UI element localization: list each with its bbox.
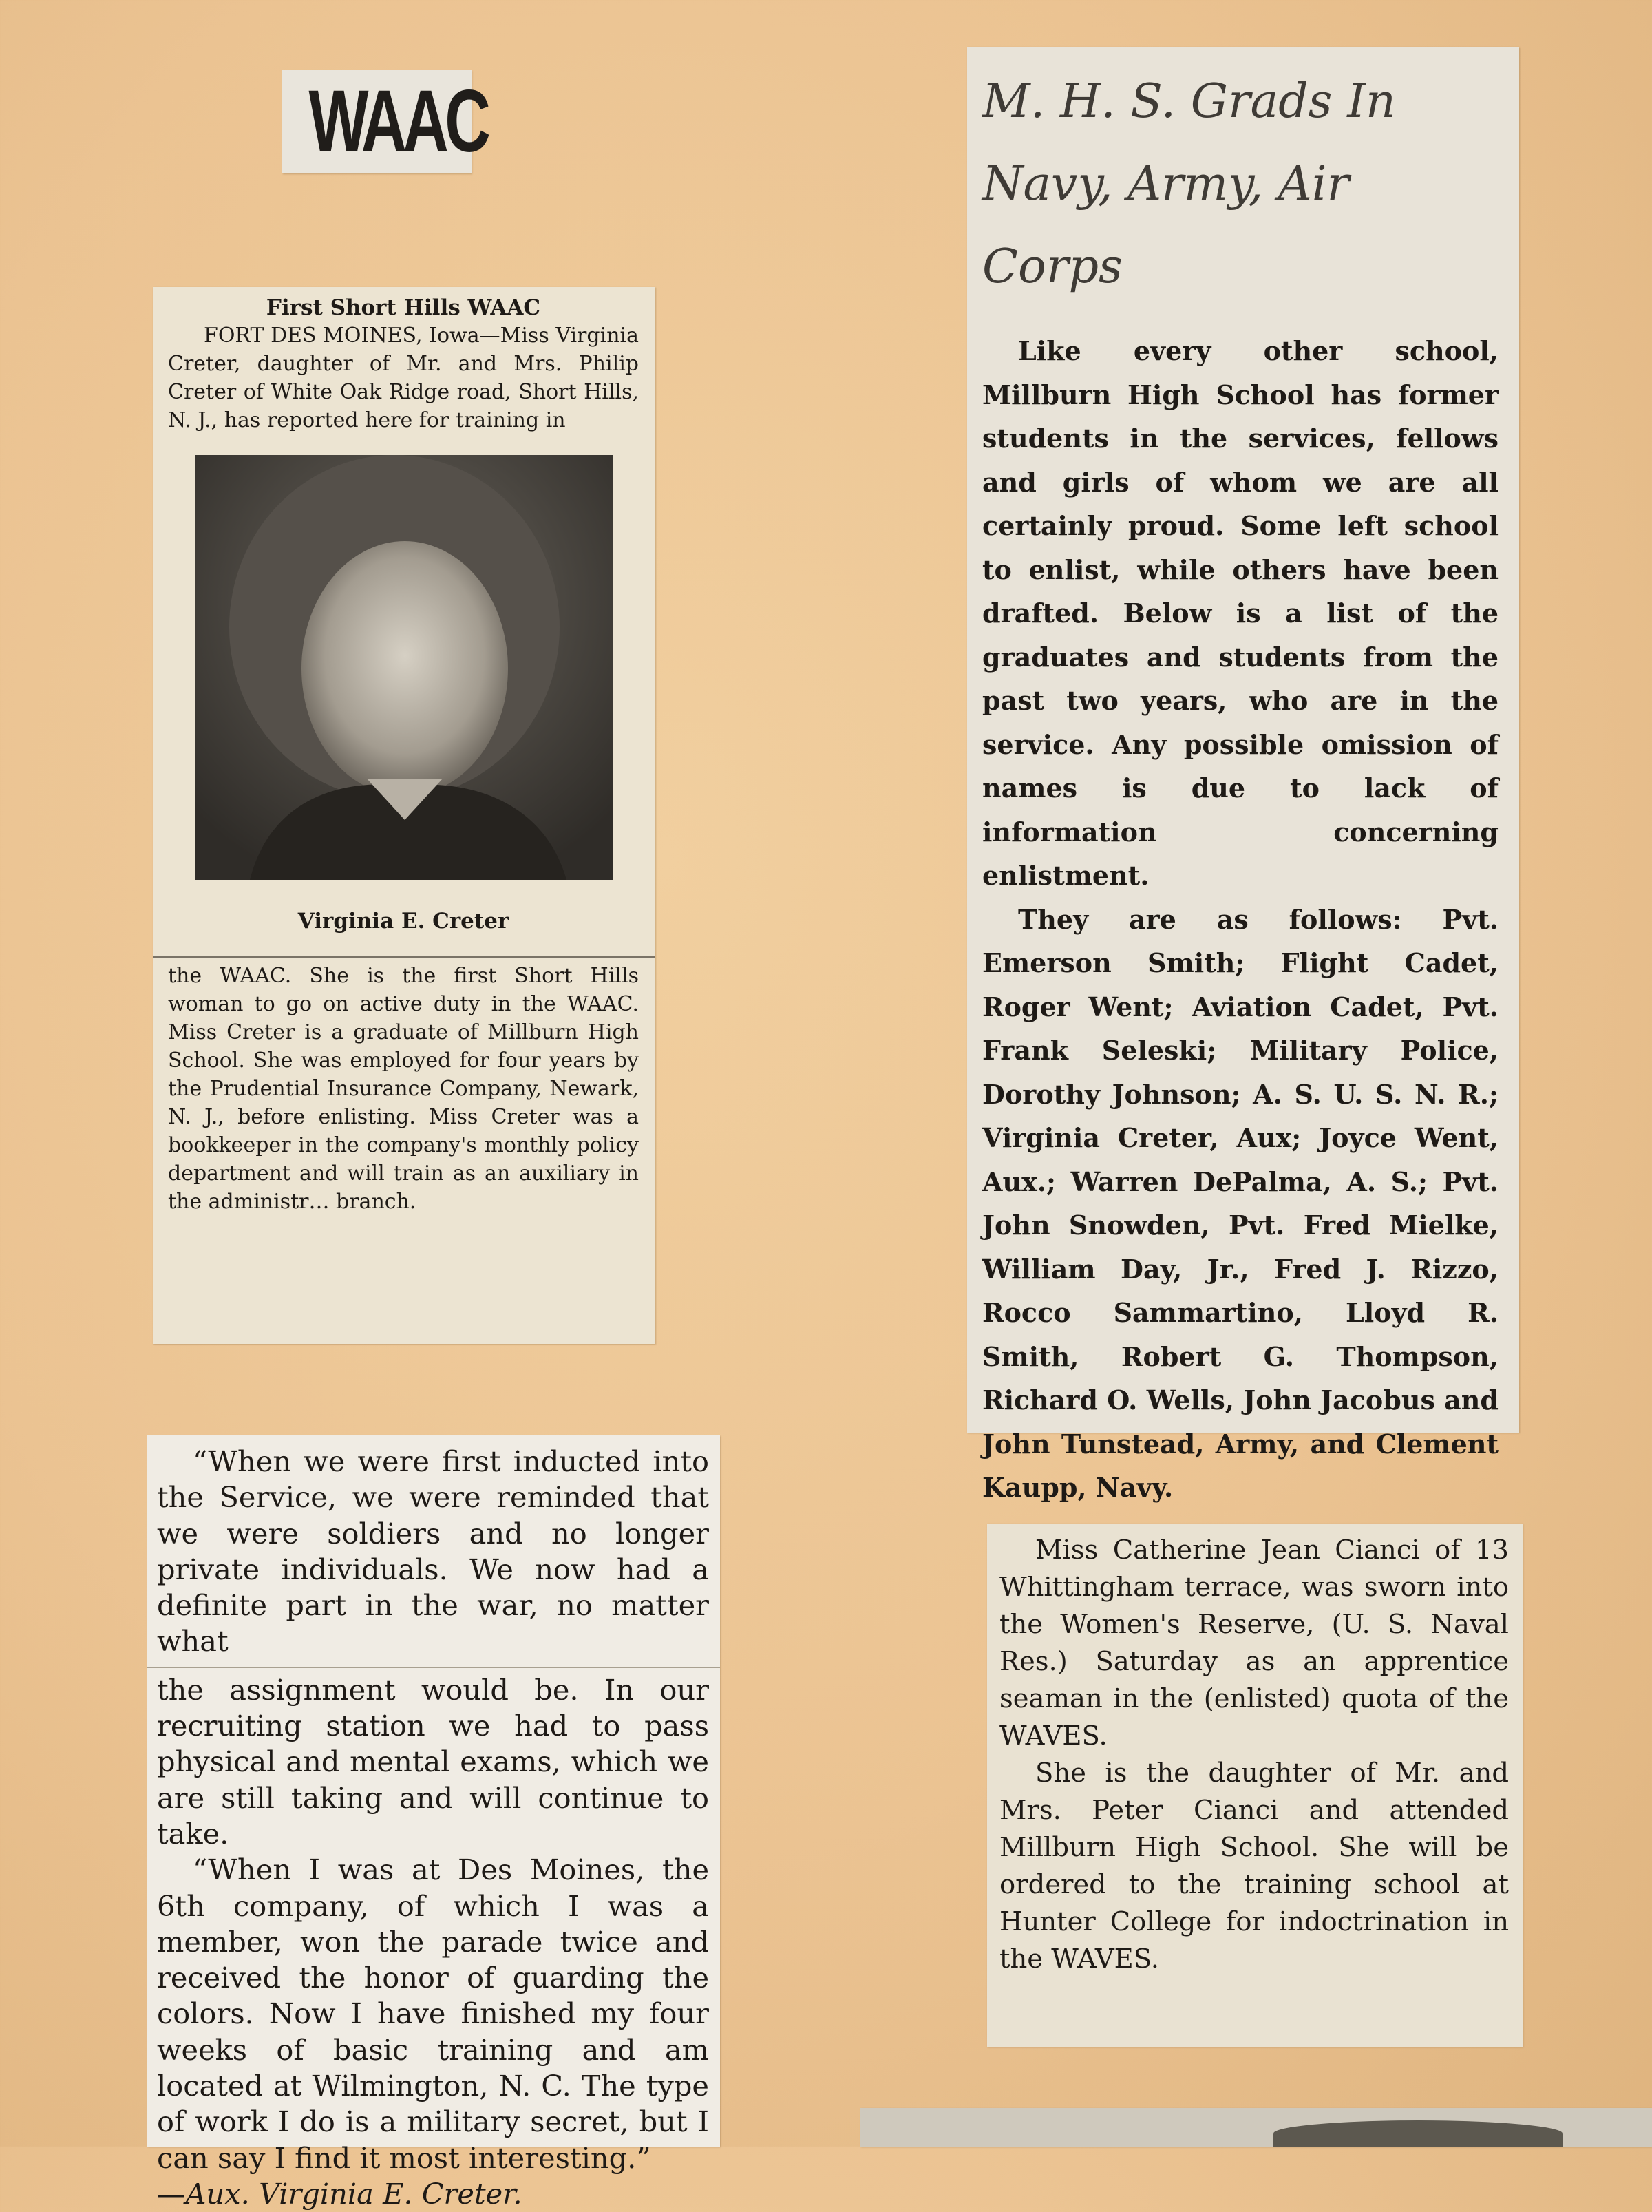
creter-portrait-photo (195, 455, 613, 880)
creter-quote-clipping (147, 1435, 720, 2211)
creter-lead-paragraph: FORT DES MOINES, Iowa—Miss Virginia Creter, daughter of Mr. and Mrs. Philip Creter of White Oak Ridge road, Short Hills, N. J., has reported here for training in (168, 324, 639, 432)
creter-article-clipping (153, 287, 655, 1344)
waac-header-clipping (282, 70, 487, 173)
quote-paragraph-2: “When I was at Des Moines, the 6th company, of which I was a member, won the parade twice and received the honor of guarding the colors. Now I have finished my four weeks of basic training and am located at Wilmington, N. C. The type of work I do is a military secret, but I can say I find it most interesting.” (157, 1853, 709, 2175)
waves-paragraph-2: She is the daughter of Mr. and Mrs. Peter Cianci and attended Millburn High School. She will be ordered to the training school at Hunter College for indoctrination in the WAVES. (999, 1758, 1509, 1974)
waac-header-text: WAAC (308, 72, 487, 171)
mhs-title-line-1: M. H. S. Grads In (982, 74, 1396, 129)
quote-paragraph-1-bottom: the assignment would be. In our recruiting station we had to pass physical and mental exams, which we are still taking and will continue to take. (157, 1672, 709, 1851)
quote-paragraph-1-top: “When we were first inducted into the Service, we were reminded that we were soldiers and no longer private individuals. We now had a definite part in the war, no matter what (157, 1444, 709, 1658)
partial-clipping-bottom (860, 2108, 1652, 2147)
partial-photo-fragment (1273, 2120, 1563, 2147)
clipping-tear-line (147, 1667, 720, 1668)
mhs-paragraph-2: They are as follows: Pvt. Emerson Smith; Flight Cadet, Roger Went; Aviation Cadet, Pvt. Frank Seleski; Military Police, Dorothy Johnson; A. S. U. S. N. R.; Virginia Creter, Aux; Joyce Went, Aux.; Warren DePalma, A. S.; Pvt. John Snowden, Pvt. Fred Mielke, William Day, Jr., Fred J. Rizzo, Rocco Sammartino, Lloyd R. Smith, Robert G. Thompson, Richard O. Wells, John Jacobus and John Tunstead, Army, and Clement Kaupp, Navy. (982, 903, 1499, 1503)
creter-headline: First Short Hills WAAC (266, 295, 541, 320)
mhs-paragraph-1: Like every other school, Millburn High School has former students in the services, fellows and girls of whom we are all certainly proud. Some left school to enlist, while others have been drafted. Below is a list of the graduates and students from the past two years, who are in the service. Any possible omission of names is due to lack of information concerning enlistment. (982, 335, 1499, 891)
creter-body-paragraph: the WAAC. She is the first Short Hills woman to go on active duty in the WAAC. Miss Creter is a graduate of Millburn High School. She was employed for four years by the Prudential Insurance Company, Newark, N. J., before enlisting. Miss Creter was a bookkeeper in the company's monthly policy department and will train as an auxiliary in the administr… branch. (168, 964, 639, 1214)
cianci-waves-clipping (987, 1524, 1523, 2047)
mhs-title-line-2: Navy, Army, Air Corps (982, 157, 1350, 294)
mhs-grads-clipping (967, 47, 1519, 1503)
quote-signature: —Aux. Virginia E. Creter. (157, 2176, 522, 2211)
mhs-title (982, 61, 1499, 308)
waves-paragraph-1: Miss Catherine Jean Cianci of 13 Whittingham terrace, was sworn into the Women's Reserve, (U. S. Naval Res.) Saturday as an apprentice seaman in the (enlisted) quota of the WAVES. (999, 1535, 1509, 1751)
creter-photo-caption: Virginia E. Creter (297, 909, 509, 934)
portrait-halftone (195, 455, 613, 880)
caption-divider (153, 956, 655, 958)
